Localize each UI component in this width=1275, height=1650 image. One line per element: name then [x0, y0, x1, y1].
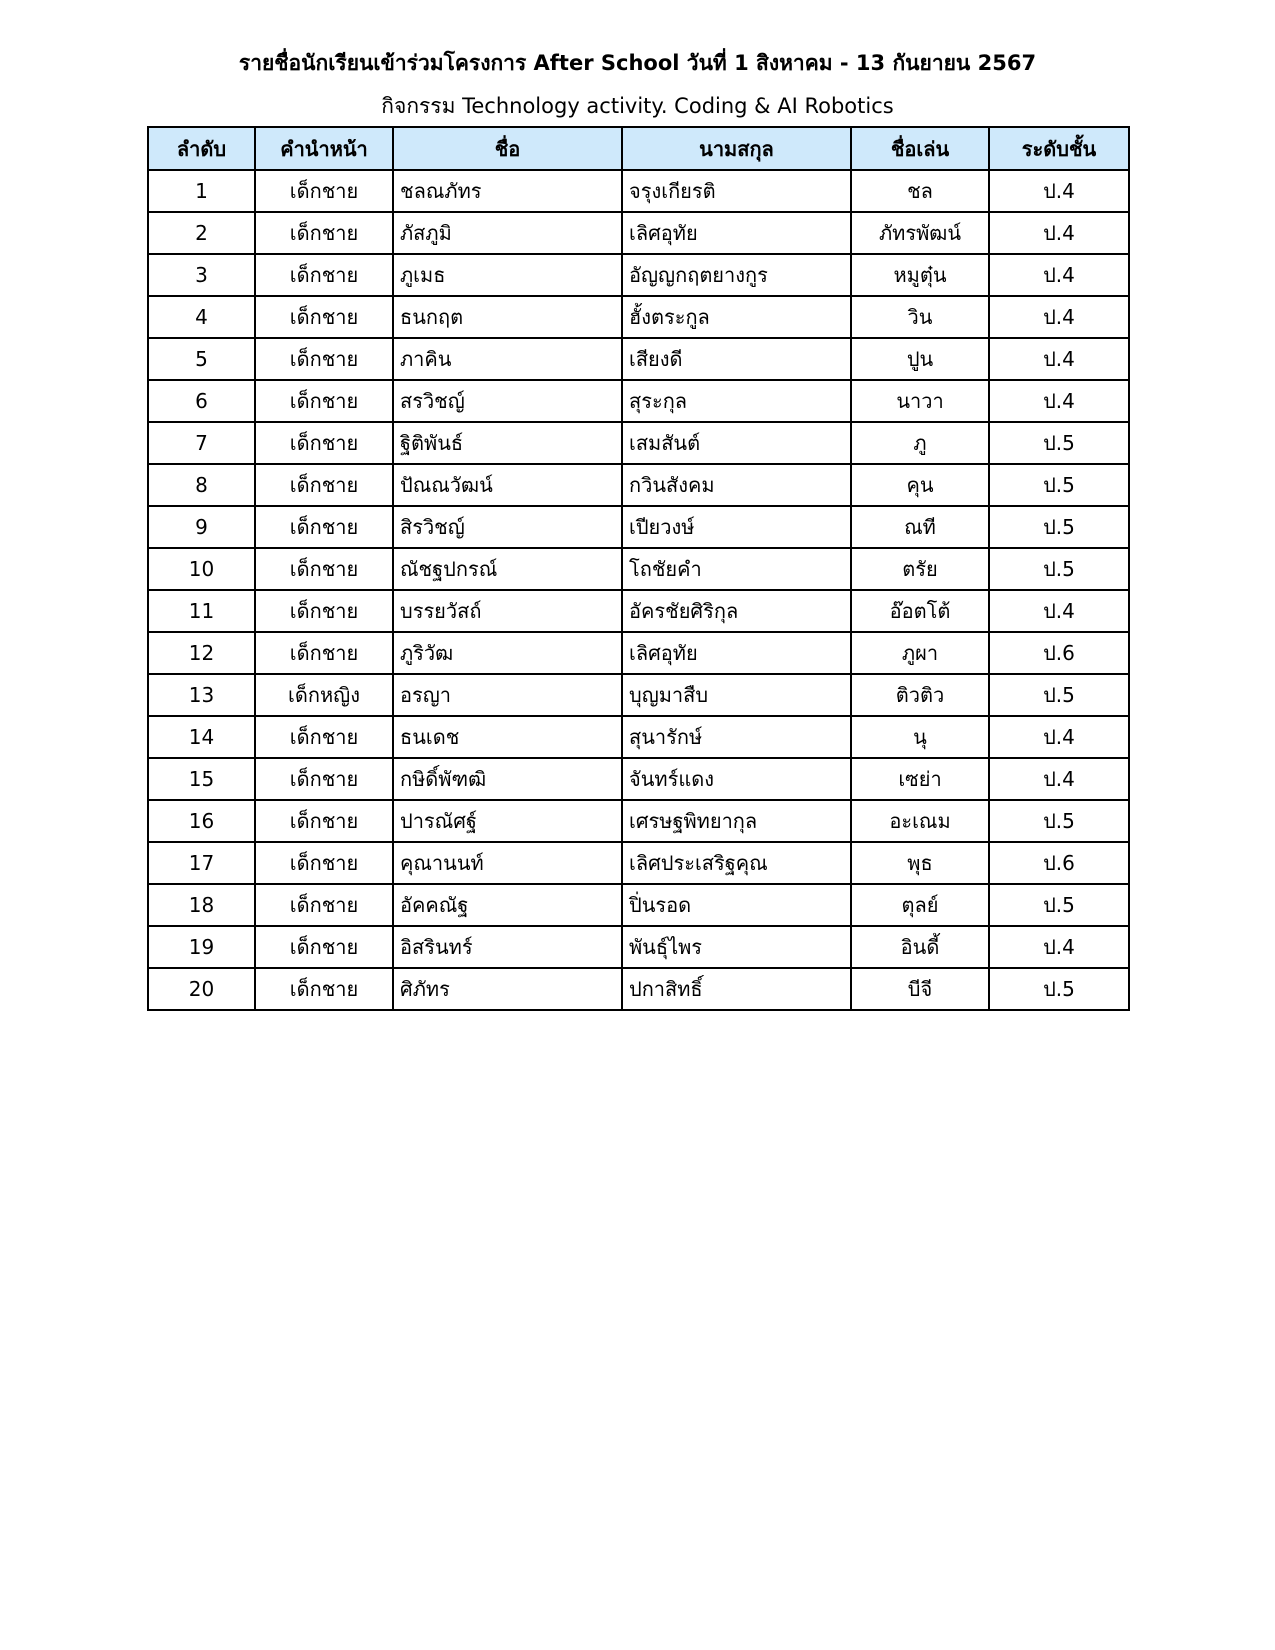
table-row	[148, 506, 1129, 548]
cell-nickname: อินดี้	[851, 926, 989, 968]
cell-grade: ป.4	[989, 758, 1129, 800]
cell-last-name: อัญญกฤตยางกูร	[622, 254, 851, 296]
cell-order: 2	[148, 212, 255, 254]
cell-order: 16	[148, 800, 255, 842]
cell-first-name: อิสรินทร์	[393, 926, 622, 968]
cell-order: 7	[148, 422, 255, 464]
cell-order: 4	[148, 296, 255, 338]
cell-first-name: อรญา	[393, 674, 622, 716]
cell-grade: ป.4	[989, 338, 1129, 380]
table-row	[148, 674, 1129, 716]
cell-nickname: ภูผา	[851, 632, 989, 674]
header-row	[148, 127, 1129, 170]
cell-last-name: สุนารักษ์	[622, 716, 851, 758]
cell-prefix: เด็กชาย	[255, 716, 393, 758]
cell-order: 19	[148, 926, 255, 968]
cell-grade: ป.5	[989, 422, 1129, 464]
table-row	[148, 464, 1129, 506]
cell-last-name: กวินสังคม	[622, 464, 851, 506]
cell-grade: ป.5	[989, 800, 1129, 842]
header-first-name: ชื่อ	[393, 127, 622, 170]
cell-nickname: หมูตุ๋น	[851, 254, 989, 296]
cell-last-name: เศรษฐพิทยากุล	[622, 800, 851, 842]
header-order: ลำดับ	[148, 127, 255, 170]
cell-first-name: สรวิชญ์	[393, 380, 622, 422]
table-row	[148, 590, 1129, 632]
table-row	[148, 296, 1129, 338]
cell-prefix: เด็กชาย	[255, 590, 393, 632]
cell-last-name: โถชัยคำ	[622, 548, 851, 590]
cell-last-name: อัครชัยศิริกุล	[622, 590, 851, 632]
cell-last-name: เลิศประเสริฐคุณ	[622, 842, 851, 884]
cell-prefix: เด็กชาย	[255, 758, 393, 800]
cell-first-name: ณัชฐปกรณ์	[393, 548, 622, 590]
table-row	[148, 800, 1129, 842]
cell-prefix: เด็กชาย	[255, 170, 393, 212]
student-roster-table	[147, 126, 1130, 1011]
cell-grade: ป.4	[989, 170, 1129, 212]
cell-first-name: ปัณณวัฒน์	[393, 464, 622, 506]
cell-order: 9	[148, 506, 255, 548]
cell-order: 10	[148, 548, 255, 590]
cell-grade: ป.5	[989, 884, 1129, 926]
cell-prefix: เด็กชาย	[255, 422, 393, 464]
header-prefix: คำนำหน้า	[255, 127, 393, 170]
cell-last-name: จันทร์แดง	[622, 758, 851, 800]
cell-nickname: คุน	[851, 464, 989, 506]
cell-grade: ป.4	[989, 254, 1129, 296]
table-row	[148, 380, 1129, 422]
cell-last-name: ปิ่นรอด	[622, 884, 851, 926]
cell-order: 12	[148, 632, 255, 674]
table-row	[148, 842, 1129, 884]
cell-first-name: ชลณภัทร	[393, 170, 622, 212]
activity-subtitle: กิจกรรม Technology activity. Coding & AI Robotics	[381, 94, 894, 118]
table-row	[148, 170, 1129, 212]
cell-nickname: วิน	[851, 296, 989, 338]
cell-first-name: ภูริวัฒ	[393, 632, 622, 674]
cell-order: 3	[148, 254, 255, 296]
cell-prefix: เด็กชาย	[255, 380, 393, 422]
table-row	[148, 254, 1129, 296]
cell-nickname: ภัทรพัฒน์	[851, 212, 989, 254]
table-row	[148, 632, 1129, 674]
cell-order: 20	[148, 968, 255, 1010]
cell-last-name: ปกาสิทธิ์	[622, 968, 851, 1010]
cell-first-name: ภาคิน	[393, 338, 622, 380]
cell-nickname: อะเณม	[851, 800, 989, 842]
cell-nickname: นุ	[851, 716, 989, 758]
cell-grade: ป.4	[989, 296, 1129, 338]
table-row	[148, 422, 1129, 464]
cell-nickname: ภู	[851, 422, 989, 464]
cell-grade: ป.4	[989, 380, 1129, 422]
cell-first-name: สิรวิชญ์	[393, 506, 622, 548]
cell-nickname: อ๊อตโต้	[851, 590, 989, 632]
cell-last-name: จรุงเกียรติ	[622, 170, 851, 212]
cell-grade: ป.5	[989, 968, 1129, 1010]
cell-grade: ป.4	[989, 212, 1129, 254]
cell-nickname: ติวติว	[851, 674, 989, 716]
cell-order: 8	[148, 464, 255, 506]
cell-nickname: พุธ	[851, 842, 989, 884]
cell-last-name: บุญมาสืบ	[622, 674, 851, 716]
cell-nickname: ตุลย์	[851, 884, 989, 926]
table-row	[148, 758, 1129, 800]
table-header	[148, 127, 1129, 170]
cell-prefix: เด็กชาย	[255, 338, 393, 380]
table-row	[148, 884, 1129, 926]
cell-order: 17	[148, 842, 255, 884]
header-grade: ระดับชั้น	[989, 127, 1129, 170]
cell-grade: ป.4	[989, 716, 1129, 758]
cell-first-name: บรรยวัสถ์	[393, 590, 622, 632]
cell-grade: ป.5	[989, 674, 1129, 716]
cell-order: 18	[148, 884, 255, 926]
cell-last-name: สุระกุล	[622, 380, 851, 422]
cell-prefix: เด็กหญิง	[255, 674, 393, 716]
cell-nickname: บีจี	[851, 968, 989, 1010]
table-row	[148, 968, 1129, 1010]
cell-prefix: เด็กชาย	[255, 548, 393, 590]
cell-grade: ป.5	[989, 506, 1129, 548]
cell-grade: ป.5	[989, 548, 1129, 590]
table-row	[148, 212, 1129, 254]
cell-last-name: เสียงดี	[622, 338, 851, 380]
cell-nickname: ปูน	[851, 338, 989, 380]
cell-nickname: ตรัย	[851, 548, 989, 590]
cell-first-name: ภัสภูมิ	[393, 212, 622, 254]
cell-order: 11	[148, 590, 255, 632]
table-row	[148, 548, 1129, 590]
cell-prefix: เด็กชาย	[255, 254, 393, 296]
document-title: รายชื่อนักเรียนเข้าร่วมโครงการ After School วันที่ 1 สิงหาคม - 13 กันยายน 2567	[238, 51, 1037, 75]
table-row	[148, 716, 1129, 758]
cell-order: 13	[148, 674, 255, 716]
cell-first-name: ฐิติพันธ์	[393, 422, 622, 464]
cell-prefix: เด็กชาย	[255, 926, 393, 968]
cell-last-name: พันธุ์ไพร	[622, 926, 851, 968]
cell-nickname: เซย่า	[851, 758, 989, 800]
cell-first-name: ศิภัทร	[393, 968, 622, 1010]
cell-prefix: เด็กชาย	[255, 842, 393, 884]
cell-first-name: กษิดิ์พัฑฒิ	[393, 758, 622, 800]
cell-prefix: เด็กชาย	[255, 464, 393, 506]
cell-prefix: เด็กชาย	[255, 800, 393, 842]
cell-last-name: เสมสันต์	[622, 422, 851, 464]
table-row	[148, 338, 1129, 380]
cell-grade: ป.5	[989, 464, 1129, 506]
cell-nickname: นาวา	[851, 380, 989, 422]
cell-first-name: อัคคณัฐ	[393, 884, 622, 926]
cell-grade: ป.6	[989, 632, 1129, 674]
cell-prefix: เด็กชาย	[255, 212, 393, 254]
cell-first-name: ภูเมธ	[393, 254, 622, 296]
header-nickname: ชื่อเล่น	[851, 127, 989, 170]
cell-nickname: ชล	[851, 170, 989, 212]
cell-last-name: เลิศอุทัย	[622, 212, 851, 254]
cell-nickname: ณที	[851, 506, 989, 548]
cell-prefix: เด็กชาย	[255, 296, 393, 338]
cell-last-name: เปียวงษ์	[622, 506, 851, 548]
cell-first-name: ธนกฤต	[393, 296, 622, 338]
cell-grade: ป.4	[989, 926, 1129, 968]
cell-order: 5	[148, 338, 255, 380]
table-body	[148, 170, 1129, 1010]
cell-grade: ป.6	[989, 842, 1129, 884]
cell-prefix: เด็กชาย	[255, 506, 393, 548]
header-last-name: นามสกุล	[622, 127, 851, 170]
table-row	[148, 926, 1129, 968]
cell-grade: ป.4	[989, 590, 1129, 632]
cell-order: 6	[148, 380, 255, 422]
cell-prefix: เด็กชาย	[255, 884, 393, 926]
cell-prefix: เด็กชาย	[255, 632, 393, 674]
cell-first-name: ปารณัศฐ์	[393, 800, 622, 842]
cell-order: 1	[148, 170, 255, 212]
cell-first-name: คุณานนท์	[393, 842, 622, 884]
cell-first-name: ธนเดช	[393, 716, 622, 758]
cell-last-name: เลิศอุทัย	[622, 632, 851, 674]
cell-order: 15	[148, 758, 255, 800]
cell-prefix: เด็กชาย	[255, 968, 393, 1010]
cell-last-name: ฮั้งตระกูล	[622, 296, 851, 338]
cell-order: 14	[148, 716, 255, 758]
